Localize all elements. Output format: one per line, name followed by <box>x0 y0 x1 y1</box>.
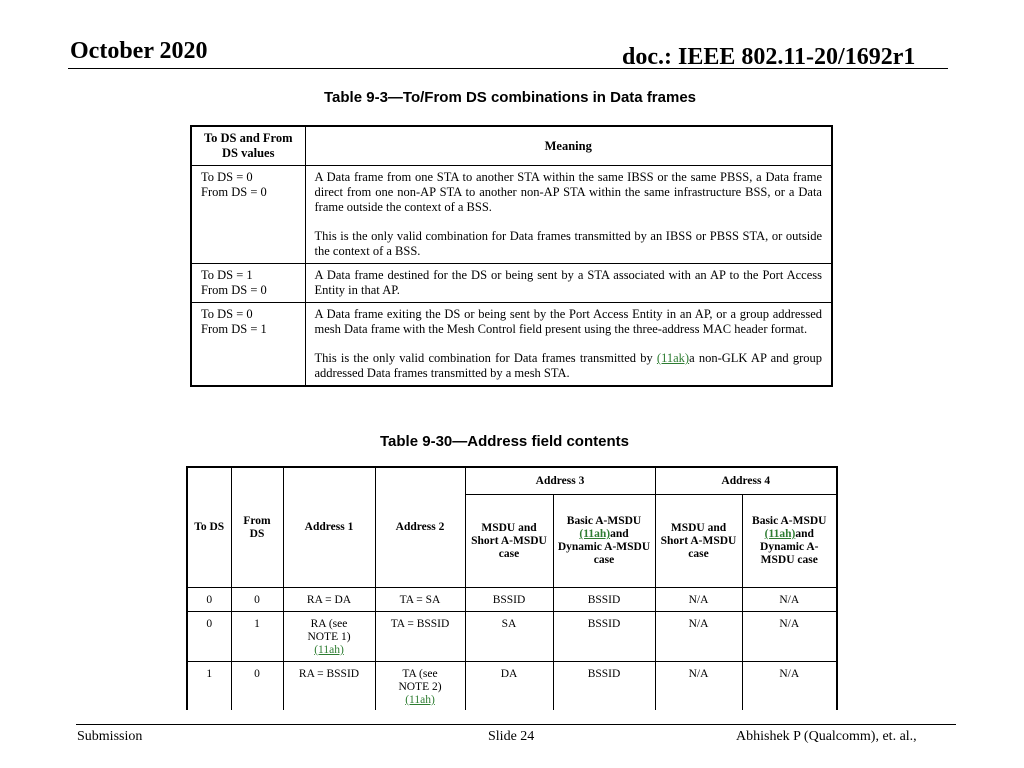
meaning-note-end: a non-GLK AP and group addressed Data frames transmitted by a mesh STA. <box>314 351 822 380</box>
column-header-a3-basic <box>553 495 655 588</box>
from-ds-value: From DS = 0 <box>201 185 267 199</box>
address-3-msdu-cell: SA <box>465 612 553 662</box>
to-ds-cell: 1 <box>187 662 231 713</box>
meaning-cell <box>305 303 832 387</box>
from-ds-value: From DS = 1 <box>201 322 267 336</box>
table2-caption: Table 9-30—Address field contents <box>380 433 629 450</box>
footer-submission: Submission <box>77 729 143 744</box>
meaning-note: This is the only valid combination for Data frames transmitted by an IBSS or PBSS STA, or outside the context of a BSS. <box>314 229 822 258</box>
amendment-tag-11ak[interactable]: (11ak) <box>656 351 690 365</box>
column-header-ds-values: To DS and From DS values <box>191 126 305 166</box>
basic-amsdu-label: Basic A-MSDU <box>752 515 827 527</box>
column-header-a3-msdu: MSDU and Short A-MSDU case <box>465 495 553 588</box>
from-ds-cell: 0 <box>231 588 283 612</box>
address-field-table <box>186 466 838 713</box>
footer-divider <box>76 724 956 725</box>
table1-caption: Table 9-3—To/From DS combinations in Data frames <box>324 89 697 106</box>
footer-authors: Abhishek P (Qualcomm), et. al., <box>736 729 917 744</box>
address-2-cell <box>375 662 465 713</box>
address-1-cell <box>283 612 375 662</box>
address-4-msdu-cell: N/A <box>655 612 742 662</box>
meaning-text: A Data frame from one STA to another STA within the same IBSS or the same PBSS, a Data frame direct from one non-AP STA to another non-AP STA within the same infrastructure BSS, or a Data frame outside the context of a BSS. <box>314 170 822 214</box>
address-3-msdu-cell: BSSID <box>465 588 553 612</box>
to-ds-cell: 0 <box>187 612 231 662</box>
header-divider <box>68 68 948 69</box>
table-row <box>187 612 837 662</box>
column-header-address-2: Address 2 <box>375 467 465 588</box>
meaning-text: A Data frame destined for the DS or being sent by a STA associated with an AP to the Port Access Entity in that AP. <box>314 268 822 297</box>
address-3-basic-cell: BSSID <box>553 612 655 662</box>
column-header-address-1: Address 1 <box>283 467 375 588</box>
to-ds-cell: 0 <box>187 588 231 612</box>
table-header-row <box>187 467 837 495</box>
address-2-cell: TA = SA <box>375 588 465 612</box>
ds-values-cell <box>191 166 305 264</box>
dynamic-amsdu-label: and Dynamic A-MSDU case <box>760 528 819 566</box>
table-row <box>187 588 837 612</box>
amendment-tag-11ah[interactable]: (11ah) <box>579 528 611 540</box>
table-row <box>191 264 832 303</box>
address-4-msdu-cell: N/A <box>655 662 742 713</box>
address-3-basic-cell: BSSID <box>553 588 655 612</box>
column-header-to-ds: To DS <box>187 467 231 588</box>
table-row <box>191 303 832 387</box>
address-1-cell: RA = DA <box>283 588 375 612</box>
amendment-tag-11ah[interactable]: (11ah) <box>405 694 435 706</box>
address-3-msdu-cell: DA <box>465 662 553 713</box>
address-4-basic-cell: N/A <box>742 612 837 662</box>
amendment-tag-11ah[interactable]: (11ah) <box>314 644 344 656</box>
meaning-cell <box>305 166 832 264</box>
address-2-text: TA (see NOTE 2) <box>398 668 442 693</box>
table-row <box>191 166 832 264</box>
ds-values-cell <box>191 264 305 303</box>
to-ds-value: To DS = 0 <box>201 307 253 321</box>
dynamic-amsdu-label: and Dynamic A-MSDU case <box>557 528 651 566</box>
from-ds-cell: 1 <box>231 612 283 662</box>
meaning-cell <box>305 264 832 303</box>
ds-values-cell <box>191 303 305 387</box>
to-from-ds-table <box>190 125 833 387</box>
column-header-address-4: Address 4 <box>655 467 837 495</box>
column-header-meaning: Meaning <box>305 126 832 166</box>
column-header-a4-msdu: MSDU and Short A-MSDU case <box>655 495 742 588</box>
address-1-cell: RA = BSSID <box>283 662 375 713</box>
address-4-basic-cell: N/A <box>742 662 837 713</box>
column-header-a4-basic <box>742 495 837 588</box>
from-ds-cell: 0 <box>231 662 283 713</box>
header-date: October 2020 <box>70 38 208 64</box>
to-ds-value: To DS = 0 <box>201 170 253 184</box>
address-4-basic-cell: N/A <box>742 588 837 612</box>
to-ds-value: To DS = 1 <box>201 268 253 282</box>
column-header-from-ds: From DS <box>231 467 283 588</box>
header-doc-id: doc.: IEEE 802.11-20/1692r1 <box>622 44 916 70</box>
address-2-cell: TA = BSSID <box>375 612 465 662</box>
meaning-note-start: This is the only valid combination for Data frames transmitted by <box>314 351 657 365</box>
column-header-address-3: Address 3 <box>465 467 655 495</box>
table-row <box>187 662 837 713</box>
address-1-text: RA (see NOTE 1) <box>307 618 351 643</box>
table-header-row <box>191 126 832 166</box>
from-ds-value: From DS = 0 <box>201 283 267 297</box>
footer-slide-number: Slide 24 <box>488 729 535 744</box>
address-4-msdu-cell: N/A <box>655 588 742 612</box>
meaning-note <box>315 351 823 381</box>
amendment-tag-11ah[interactable]: (11ah) <box>764 528 796 540</box>
address-3-basic-cell: BSSID <box>553 662 655 713</box>
meaning-text: A Data frame exiting the DS or being sent by the Port Access Entity in an AP, or a group addressed mesh Data frame with the Mesh Control field present using the three-address MAC header format. <box>314 307 822 336</box>
basic-amsdu-label: Basic A-MSDU <box>566 515 642 527</box>
